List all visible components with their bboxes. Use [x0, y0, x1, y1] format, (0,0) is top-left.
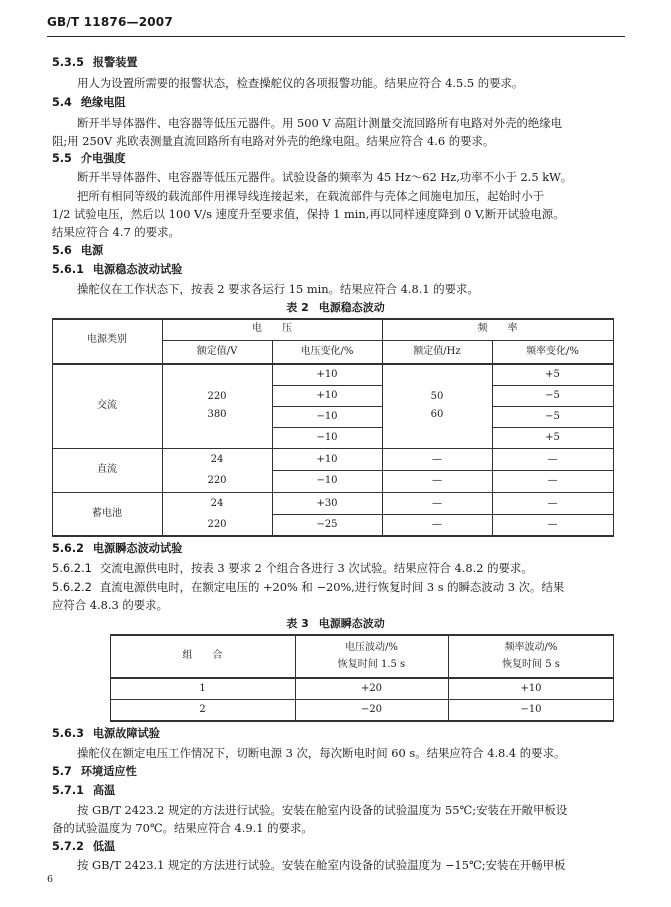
heading-5-4: 5.4 绝缘电阻	[52, 96, 126, 109]
paragraph-5-5-line2: 把所有相同等级的载流部件用裸导线连接起来，在载流部件与壳体之间施电加压，起始时小于	[77, 189, 545, 203]
paragraph-5-6-2-2-line1: 5.6.2.2 直流电源供电时，在额定电压的 +20% 和 −20%,进行恢复时间 3 s 的瞬态波动 3 次。结果	[52, 580, 565, 594]
cell-ac-voltage-rated-2: 380	[207, 409, 227, 420]
cell-frequency-fluctuation: +10	[520, 683, 542, 694]
cell-battery-frequency-change: —	[547, 519, 558, 530]
paragraph-5-6-2-1: 5.6.2.1 交流电源供电时，按表 3 要求 2 个组合各进行 3 次试验。结果应符合 4.8.2 的要求。	[52, 561, 533, 575]
heading-5-6: 5.6 电源	[52, 244, 104, 257]
cell-ac-frequency-change: −5	[545, 390, 560, 401]
standard-code: GB/T 11876—2007	[47, 15, 173, 29]
cell-ac-frequency-change: +5	[545, 432, 560, 443]
cell-battery-frequency-change: —	[547, 498, 558, 509]
col-header-frequency-change: 频率变化/%	[526, 346, 579, 357]
table2-caption: 表 2 电源稳态波动	[286, 301, 385, 314]
paragraph-5-4-line2: 阻;用 250V 兆欧表测量直流回路所有电路对外壳的绝缘电阻。结果应符合 4.6 的要求。	[52, 134, 495, 148]
cell-voltage-fluctuation: +20	[360, 683, 383, 694]
col-group-voltage: 电 压	[252, 323, 292, 334]
paragraph-5-6-3: 操舵仪在额定电压工作情况下，切断电源 3 次，每次断电时间 60 s。结果应符合 4.8.4 的要求。	[77, 746, 566, 760]
row-label-battery: 蓄电池	[92, 508, 122, 519]
header-rule	[47, 36, 625, 37]
paragraph-5-5-line4: 结果应符合 4.7 的要求。	[52, 225, 180, 239]
heading-5-7-1: 5.7.1 高温	[52, 784, 116, 797]
cell-dc-frequency-rated: —	[432, 454, 442, 465]
cell-voltage-fluctuation: −20	[360, 704, 383, 715]
heading-5-6-2: 5.6.2 电源瞬态波动试验	[52, 542, 183, 555]
col-header-voltage-recovery: 恢复时间 1.5 s	[337, 659, 406, 670]
cell-ac-voltage-change: −10	[316, 411, 338, 422]
cell-ac-frequency-rated-2: 60	[430, 409, 444, 420]
cell-dc-voltage-rated-1: 24	[210, 454, 224, 465]
cell-ac-voltage-change: +10	[316, 390, 338, 401]
paragraph-5-3-5: 用人为设置所需要的报警状态，检查操舵仪的各项报警功能。结果应符合 4.5.5 的要求。	[77, 76, 524, 90]
cell-dc-frequency-rated: —	[432, 475, 442, 486]
cell-battery-voltage-rated-1: 24	[210, 498, 224, 509]
cell-battery-voltage-change: −25	[316, 519, 338, 530]
cell-ac-voltage-change: −10	[316, 432, 338, 443]
cell-battery-voltage-rated-2: 220	[207, 519, 227, 530]
cell-ac-voltage-change: +10	[316, 369, 338, 380]
col-group-frequency: 频 率	[477, 323, 518, 334]
row-label-dc: 直流	[97, 464, 117, 475]
col-header-type: 电源类别	[87, 334, 127, 345]
col-header-combination: 组 合	[182, 650, 223, 661]
col-header-voltage-fluctuation: 电压波动/%	[345, 642, 398, 653]
cell-battery-frequency-rated: —	[432, 519, 442, 530]
cell-dc-voltage-change: −10	[316, 475, 338, 486]
cell-battery-frequency-rated: —	[432, 498, 442, 509]
cell-combination: 2	[199, 704, 206, 715]
col-header-frequency-rated: 额定值/Hz	[413, 346, 461, 357]
paragraph-5-4-line1: 断开半导体器件、电容器等低压元器件。用 500 V 高阻计测量交流回路所有电路对外壳的绝缘电	[77, 116, 563, 130]
cell-ac-frequency-rated-1: 50	[430, 391, 444, 402]
paragraph-5-5-line1: 断开半导体器件、电容器等低压元器件。试验设备的频率为 45 Hz～62 Hz,功率不小于 2.5 kW。	[77, 170, 573, 184]
cell-dc-frequency-change: —	[547, 454, 558, 465]
col-header-frequency-fluctuation: 频率波动/%	[504, 642, 558, 653]
table2	[52, 318, 614, 536]
paragraph-5-7-2-line1: 按 GB/T 2423.1 规定的方法进行试验。安装在舱室内设备的试验温度为 −15℃;安装在开畅甲板	[77, 858, 566, 872]
paragraph-5-7-1-line1: 按 GB/T 2423.2 规定的方法进行试验。安装在舱室内设备的试验温度为 55℃;安装在开敞甲板设	[77, 803, 568, 817]
heading-5-7: 5.7 环境适应性	[52, 765, 137, 778]
cell-dc-frequency-change: —	[547, 475, 558, 486]
paragraph-5-7-1-line2: 备的试验温度为 70℃。结果应符合 4.9.1 的要求。	[52, 821, 313, 835]
table3-caption: 表 3 电源瞬态波动	[286, 617, 385, 630]
cell-dc-voltage-rated-2: 220	[207, 475, 227, 486]
cell-dc-voltage-change: +10	[316, 454, 338, 465]
cell-combination: 1	[199, 683, 206, 694]
heading-5-3-5: 5.3.5 报警装置	[52, 56, 138, 69]
heading-5-5: 5.5 介电强度	[52, 152, 126, 165]
col-header-frequency-recovery: 恢复时间 5 s	[502, 659, 560, 670]
heading-5-6-1: 5.6.1 电源稳态波动试验	[52, 263, 183, 276]
page-number: 6	[47, 874, 54, 885]
cell-ac-frequency-change: −5	[545, 411, 560, 422]
paragraph-5-6-2-2-line2: 应符合 4.8.3 的要求。	[52, 598, 168, 612]
paragraph-5-5-line3: 1/2 试验电压，然后以 100 V/s 速度升至要求值，保持 1 min,再以同样速度降到 0 V,断开试验电源。	[52, 207, 565, 221]
cell-frequency-fluctuation: −10	[520, 704, 542, 715]
row-label-ac: 交流	[97, 400, 117, 411]
heading-5-6-3: 5.6.3 电源故障试验	[52, 727, 160, 740]
heading-5-7-2: 5.7.2 低温	[52, 840, 116, 853]
paragraph-5-6-1: 操舵仪在工作状态下，按表 2 要求各运行 15 min。结果应符合 4.8.1 的要求。	[77, 282, 479, 296]
cell-battery-voltage-change: +30	[316, 498, 338, 509]
col-header-voltage-change: 电压变化/%	[300, 346, 354, 357]
cell-ac-voltage-rated-1: 220	[207, 391, 227, 402]
col-header-voltage-rated: 额定值/V	[196, 346, 238, 357]
cell-ac-frequency-change: +5	[545, 369, 560, 380]
table3	[110, 634, 614, 722]
